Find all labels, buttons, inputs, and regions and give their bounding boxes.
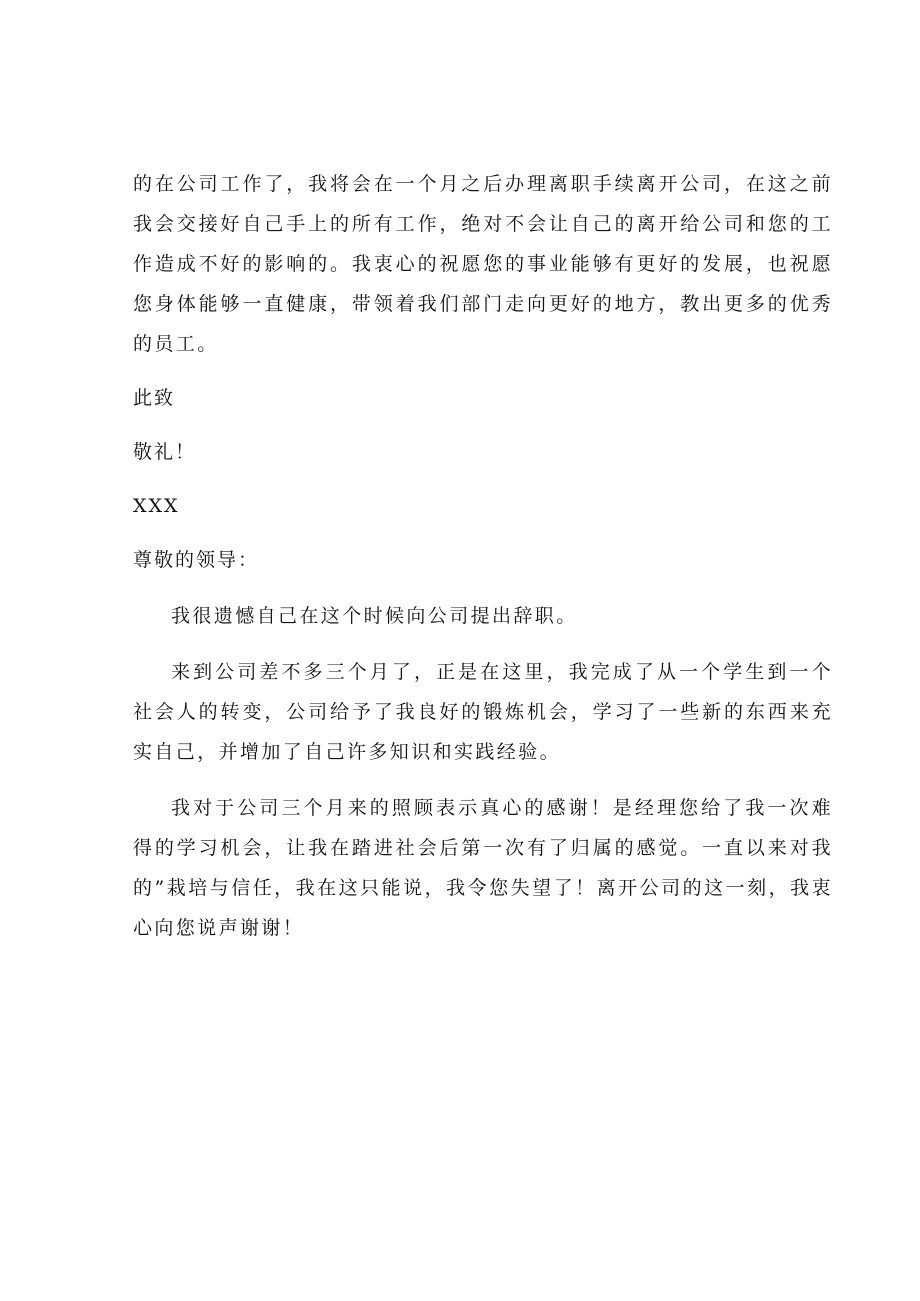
- document-page: [133, 164, 833, 948]
- spacer: [133, 418, 833, 432]
- letter1-closing-1: 此致: [133, 387, 176, 409]
- letter2-salutation: 尊敬的领导：: [133, 549, 260, 571]
- letter1-closing-2: 敬礼！: [133, 441, 197, 463]
- spacer: [133, 580, 833, 596]
- spacer: [133, 636, 833, 652]
- spacer: [133, 772, 833, 788]
- spacer: [133, 472, 833, 486]
- spacer: [133, 526, 833, 540]
- letter2-paragraph-1: 我很遗憾自己在这个时候向公司提出辞职。: [171, 605, 578, 627]
- letter1-body-paragraph: 的在公司工作了，我将会在一个月之后办理离职手续离开公司，在这之前我会交接好自己手上的所有工作，绝对不会让自己的离开给公司和您的工作造成不好的影响的。我衷心的祝愿您的事业能够有更好的发展，也祝愿您身体能够一直健康，带领着我们部门走向更好的地方，教出更多的优秀的员工。: [133, 173, 833, 355]
- letter2-paragraph-2: 来到公司差不多三个月了，正是在这里，我完成了从一个学生到一个社会人的转变，公司给予了我良好的锻炼机会，学习了一些新的东西来充实自己，并增加了自己许多知识和实践经验。: [133, 661, 833, 763]
- letter1-signature: XXX: [133, 495, 180, 517]
- spacer: [133, 364, 833, 378]
- letter2-paragraph-3: 我对于公司三个月来的照顾表示真心的感谢！是经理您给了我一次难得的学习机会，让我在踏进社会后第一次有了归属的感觉。一直以来对我的”栽培与信任，我在这只能说，我令您失望了！离开公司的这一刻，我衷心向您说声谢谢！: [133, 797, 833, 939]
